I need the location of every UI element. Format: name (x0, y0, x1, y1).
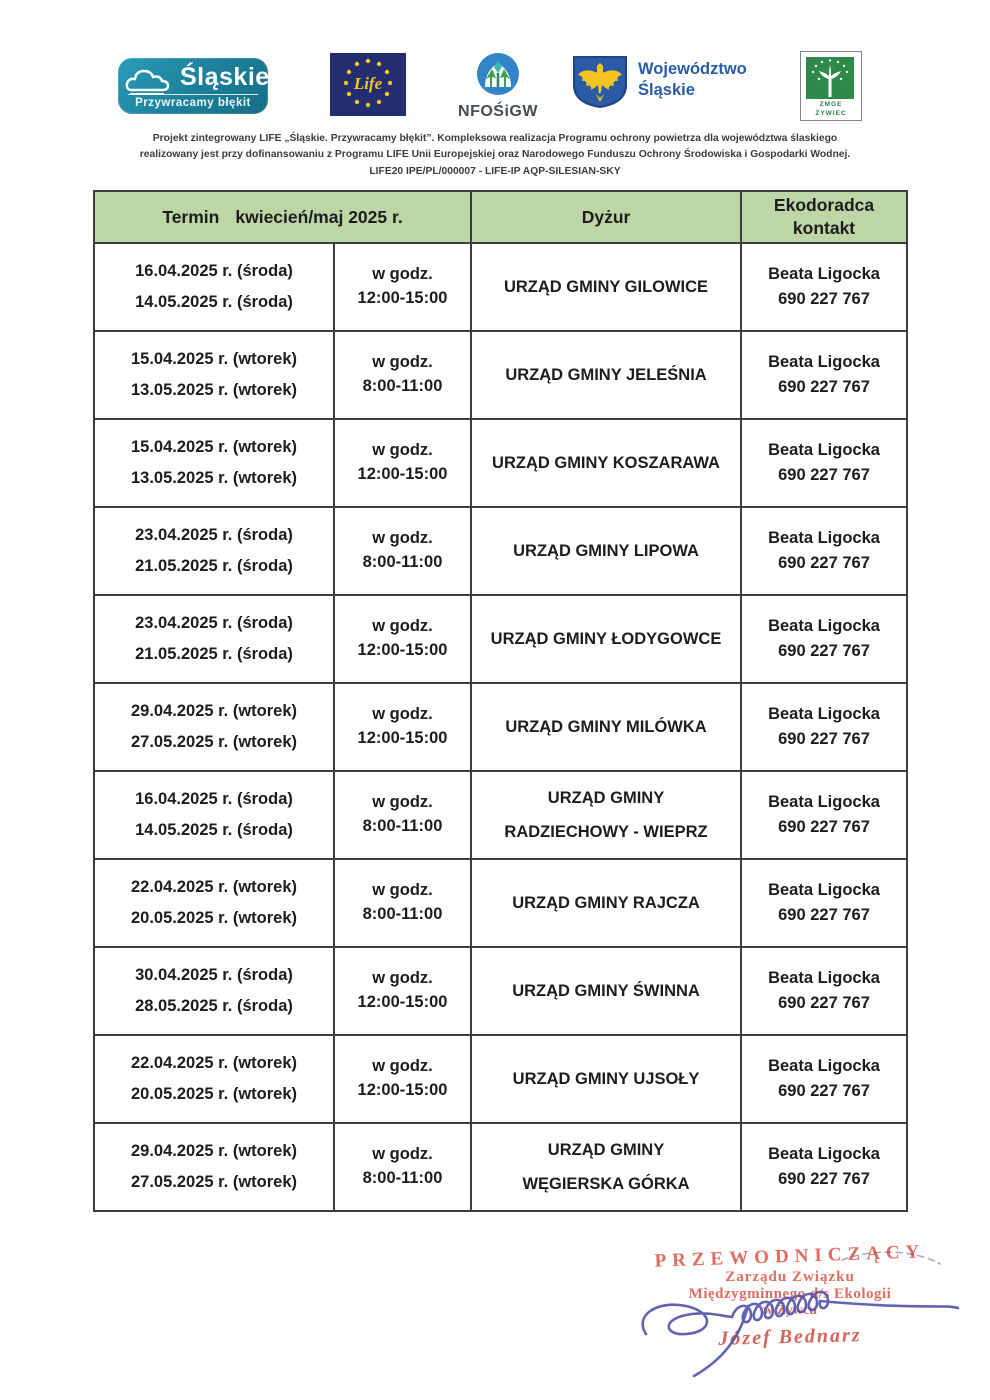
contact-name: Beata Ligocka (768, 353, 880, 372)
office-line: URZĄD GMINY LIPOWA (513, 541, 699, 560)
date-line: 22.04.2025 r. (wtorek) (130, 877, 297, 896)
wojewodztwo-line2: Śląskie (638, 80, 695, 99)
date-line: 15.04.2025 r. (wtorek) (130, 349, 297, 368)
office-line: URZĄD GMINY RAJCZA (512, 893, 700, 912)
date-line: 13.05.2025 r. (wtorek) (130, 380, 297, 399)
header-termin-period: kwiecień/maj 2025 r. (235, 206, 403, 227)
dyzur-cell (471, 507, 741, 595)
date-line: 23.04.2025 r. (środa) (135, 613, 293, 632)
contact-phone: 690 227 767 (778, 378, 870, 396)
hours-range: 12:00-15:00 (357, 289, 448, 307)
slaskie-logo-divider (128, 94, 258, 95)
contact-phone: 690 227 767 (778, 642, 870, 660)
hours-range: 12:00-15:00 (357, 993, 448, 1011)
date-line: 21.05.2025 r. (środa) (135, 556, 293, 575)
eu-stars-icon (330, 53, 406, 116)
hours-label: w godz. (372, 969, 433, 988)
hours-cell (334, 1035, 471, 1123)
header-dyzur: Dyżur (471, 191, 741, 243)
schedule-row (94, 771, 907, 859)
table-header-row (94, 191, 907, 243)
termin-cell (94, 947, 334, 1035)
dyzur-cell (471, 683, 741, 771)
stamp-line3: Międzygminnego d/s Ekologii (688, 1286, 892, 1302)
date-line: 22.04.2025 r. (wtorek) (130, 1053, 297, 1072)
slaskie-logo-title: Śląskie (180, 63, 270, 91)
schedule-table-body (94, 243, 907, 1211)
date-line: 13.05.2025 r. (wtorek) (130, 468, 297, 487)
hours-cell (334, 683, 471, 771)
header-kontakt-line2: kontakt (792, 218, 856, 238)
date-line: 27.05.2025 r. (wtorek) (130, 1172, 297, 1191)
office-line: URZĄD GMINY (547, 788, 665, 807)
contact-name: Beata Ligocka (768, 881, 880, 900)
stamp-line4: w Żywcu (762, 1303, 818, 1318)
dyzur-cell (471, 595, 741, 683)
contact-name: Beata Ligocka (768, 441, 880, 460)
schedule-row (94, 419, 907, 507)
slaskie-logo-subtitle: Przywracamy błękit (135, 97, 251, 109)
dyzur-cell (471, 331, 741, 419)
project-description-line2: realizowany jest przy dofinansowaniu z Programu LIFE Unii Europejskiej oraz Narodowego Funduszu Ochrony Środowiska i Gospodarki Wodnej. (139, 149, 851, 161)
schedule-row (94, 683, 907, 771)
stamp-line2: Zarządu Związku (725, 1269, 855, 1285)
kontakt-cell (741, 243, 907, 331)
schedule-row (94, 947, 907, 1035)
dyzur-cell (471, 419, 741, 507)
header-ekodoradca-kontakt (741, 191, 907, 243)
zmge-logo-text (801, 101, 861, 119)
termin-cell (94, 1123, 334, 1211)
hours-range: 8:00-11:00 (362, 905, 443, 923)
svg-text:Life: Life (353, 74, 383, 93)
project-description (60, 131, 930, 180)
hours-label: w godz. (372, 793, 433, 812)
schedule-row (94, 507, 907, 595)
office-line: WĘGIERSKA GÓRKA (522, 1174, 690, 1193)
date-line: 23.04.2025 r. (środa) (135, 525, 293, 544)
wojewodztwo-logo-text (638, 59, 747, 100)
hours-cell (334, 947, 471, 1035)
hours-cell (334, 859, 471, 947)
contact-name: Beata Ligocka (768, 969, 880, 988)
date-line: 21.05.2025 r. (środa) (135, 644, 293, 663)
nfosigw-emblem-icon (475, 51, 521, 101)
hours-cell (334, 595, 471, 683)
termin-cell (94, 1035, 334, 1123)
kontakt-cell (741, 859, 907, 947)
kontakt-cell (741, 947, 907, 1035)
termin-cell (94, 595, 334, 683)
date-line: 20.05.2025 r. (wtorek) (130, 908, 297, 927)
kontakt-cell (741, 683, 907, 771)
kontakt-cell (741, 1035, 907, 1123)
contact-phone: 690 227 767 (778, 994, 870, 1012)
header-termin (94, 191, 471, 243)
contact-name: Beata Ligocka (768, 529, 880, 548)
contact-phone: 690 227 767 (778, 730, 870, 748)
date-line: 14.05.2025 r. (środa) (135, 292, 293, 311)
contact-phone: 690 227 767 (778, 1082, 870, 1100)
contact-phone: 690 227 767 (778, 554, 870, 572)
kontakt-cell (741, 507, 907, 595)
contact-phone: 690 227 767 (778, 466, 870, 484)
contact-name: Beata Ligocka (768, 1145, 880, 1164)
date-line: 16.04.2025 r. (środa) (135, 789, 293, 808)
schedule-row (94, 859, 907, 947)
date-line: 30.04.2025 r. (środa) (135, 965, 293, 984)
office-line: URZĄD GMINY (547, 1140, 665, 1159)
wojewodztwo-slaskie-logo (572, 55, 752, 115)
hours-label: w godz. (372, 1145, 433, 1164)
termin-cell (94, 507, 334, 595)
signature-name: Józef Bednarz (718, 1324, 862, 1350)
cloud-icon (124, 66, 182, 96)
hours-cell (334, 771, 471, 859)
date-line: 14.05.2025 r. (środa) (135, 820, 293, 839)
header-kontakt-line1: Ekodoradca (773, 195, 875, 216)
header-termin-label: Termin (162, 206, 220, 227)
kontakt-cell (741, 331, 907, 419)
hours-label: w godz. (372, 265, 433, 284)
contact-phone: 690 227 767 (778, 906, 870, 924)
dyzur-cell (471, 947, 741, 1035)
hours-range: 12:00-15:00 (357, 465, 448, 483)
schedule-row (94, 243, 907, 331)
contact-phone: 690 227 767 (778, 290, 870, 308)
office-line: URZĄD GMINY GILOWICE (503, 277, 709, 296)
date-line: 29.04.2025 r. (wtorek) (130, 701, 297, 720)
hours-label: w godz. (372, 441, 433, 460)
nfosigw-logo (448, 51, 548, 123)
logo-band (0, 48, 990, 128)
eu-life-program-logo (330, 53, 406, 116)
dyzur-cell (471, 1123, 741, 1211)
hours-range: 12:00-15:00 (357, 1081, 448, 1099)
hours-range: 8:00-11:00 (362, 1169, 443, 1187)
schedule-row (94, 1123, 907, 1211)
dyzur-cell (471, 243, 741, 331)
contact-name: Beata Ligocka (768, 1057, 880, 1076)
hours-range: 8:00-11:00 (362, 553, 443, 571)
contact-name: Beata Ligocka (768, 265, 880, 284)
date-line: 15.04.2025 r. (wtorek) (130, 437, 297, 456)
office-line: URZĄD GMINY ŚWINNA (512, 981, 700, 1000)
zmge-line2: ŻYWIEC (815, 109, 847, 117)
termin-cell (94, 859, 334, 947)
office-line: URZĄD GMINY JELEŚNIA (505, 365, 707, 384)
date-line: 16.04.2025 r. (środa) (135, 261, 293, 280)
wojewodztwo-line1: Województwo (638, 60, 747, 78)
hours-cell (334, 507, 471, 595)
office-line: URZĄD GMINY ŁODYGOWCE (490, 629, 722, 648)
schedule-row (94, 331, 907, 419)
hours-cell (334, 243, 471, 331)
office-line: RADZIECHOWY - WIEPRZ (504, 822, 708, 841)
termin-cell (94, 419, 334, 507)
office-line: URZĄD GMINY UJSOŁY (512, 1069, 700, 1088)
official-stamp (630, 1241, 950, 1386)
hours-label: w godz. (372, 881, 433, 900)
project-description-line1: Projekt zintegrowany LIFE „Śląskie. Przywracamy błękit”. Kompleksowa realizacja Programu ochrony powietrza dla województwa ślaskiego (152, 133, 838, 144)
project-description-line3: LIFE20 IPE/PL/000007 - LIFE-IP AQP-SILESIAN-SKY (369, 165, 621, 177)
zmge-zywiec-logo (800, 51, 862, 121)
hours-range: 12:00-15:00 (357, 641, 448, 659)
dyzur-cell (471, 1035, 741, 1123)
office-line: URZĄD GMINY KOSZARAWA (492, 453, 720, 472)
zmge-tree-icon (806, 57, 854, 99)
hours-cell (334, 419, 471, 507)
kontakt-cell (741, 1123, 907, 1211)
date-line: 29.04.2025 r. (wtorek) (130, 1141, 297, 1160)
contact-phone: 690 227 767 (778, 1170, 870, 1188)
dyzur-cell (471, 859, 741, 947)
hours-label: w godz. (372, 705, 433, 724)
slaskie-przywracamy-blekit-logo (118, 58, 268, 114)
contact-name: Beata Ligocka (768, 617, 880, 636)
date-line: 27.05.2025 r. (wtorek) (130, 732, 297, 751)
hours-range: 8:00-11:00 (362, 817, 443, 835)
kontakt-cell (741, 419, 907, 507)
termin-cell (94, 331, 334, 419)
termin-cell (94, 771, 334, 859)
schedule-row (94, 1035, 907, 1123)
contact-phone: 690 227 767 (778, 818, 870, 836)
dyzur-cell (471, 771, 741, 859)
hours-range: 12:00-15:00 (357, 729, 448, 747)
hours-range: 8:00-11:00 (362, 377, 443, 395)
kontakt-cell (741, 595, 907, 683)
termin-cell (94, 683, 334, 771)
hours-label: w godz. (372, 529, 433, 548)
zmge-line1: ZMGE (819, 101, 843, 108)
stamp-title: PRZEWODNICZĄCY (654, 1241, 926, 1272)
hours-label: w godz. (372, 353, 433, 372)
hours-cell (334, 1123, 471, 1211)
termin-cell (94, 243, 334, 331)
date-line: 28.05.2025 r. (środa) (135, 996, 293, 1015)
contact-name: Beata Ligocka (768, 705, 880, 724)
contact-name: Beata Ligocka (768, 793, 880, 812)
kontakt-cell (741, 771, 907, 859)
hours-cell (334, 331, 471, 419)
schedule-row (94, 595, 907, 683)
date-line: 20.05.2025 r. (wtorek) (130, 1084, 297, 1103)
nfosigw-logo-label: NFOŚiGW (458, 103, 538, 120)
silesia-eagle-shield-icon (572, 55, 628, 109)
hours-label: w godz. (372, 1057, 433, 1076)
duty-schedule-table (93, 190, 908, 1212)
hours-label: w godz. (372, 617, 433, 636)
office-line: URZĄD GMINY MILÓWKA (505, 717, 707, 736)
